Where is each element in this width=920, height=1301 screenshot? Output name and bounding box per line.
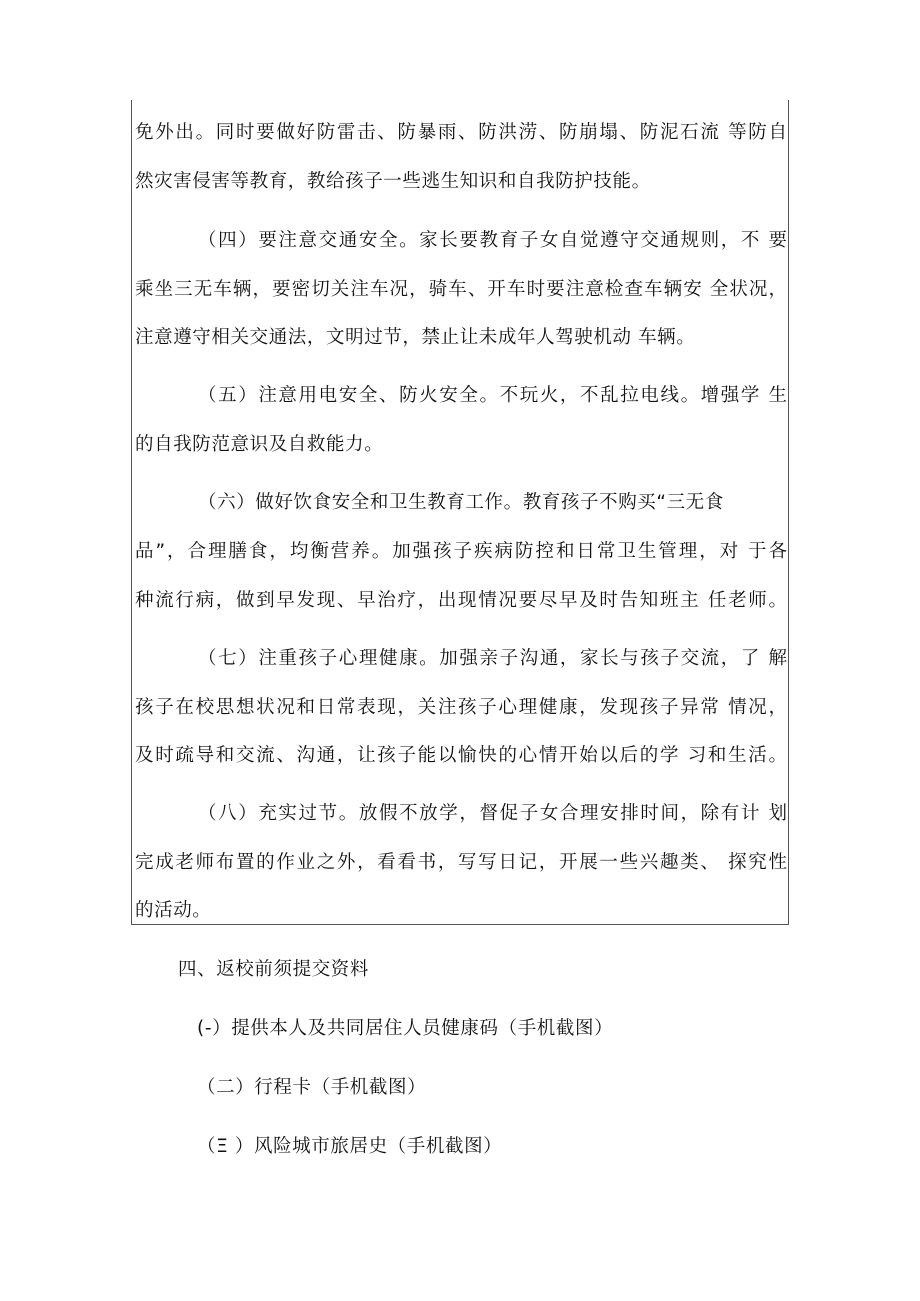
paragraph-5-line-1: （五）注意用电安全、防火安全。不玩火，不乱拉电线。增强学 生 (198, 385, 787, 406)
paragraph-6-line-1: （六）做好饮食安全和卫生教育工作。教育孩子不购买“三无食 (198, 492, 724, 513)
paragraph-4-line-1: （四）要注意交通安全。家长要教育子女自觉遵守交通规则，不 要 (198, 230, 787, 251)
body-line-1: 免外出。同时要做好防雷击、防暴雨、防洪涝、防崩塌、防泥石流 等防自 (135, 122, 787, 143)
paragraph-8-line-1: （八）充实过节。放假不放学，督促子女合理安排时间，除有计 划 (198, 803, 787, 824)
section-four-heading: 四、返校前须提交资料 (178, 959, 370, 980)
paragraph-4-line-3: 注意遵守相关交通法，文明过节，禁止让未成年人驾驶机动 车辆。 (135, 327, 696, 348)
body-line-2: 然灾害侵害等教育，教给孩子一些逃生知识和自我防护技能。 (135, 171, 651, 192)
paragraph-8-line-3: 的活动。 (135, 900, 212, 921)
section-four-item-2: （二）行程卡（手机截图） (197, 1077, 427, 1098)
paragraph-8-line-2: 完成老师布置的作业之外，看看书，写写日记，开展一些兴趣类、 探究性 (135, 852, 787, 873)
paragraph-6-line-2: 品”，合理膳食，均衡营养。加强孩子疾病防控和日常卫生管理，对 于各 (135, 541, 787, 562)
paragraph-7-line-2: 孩子在校思想状况和日常表现，关注孩子心理健康，发现孩子异常 情况， (135, 697, 787, 718)
paragraph-6-line-3: 种流行病，做到早发现、早治疗，出现情况要尽早及时告知班主 任老师。 (135, 590, 787, 611)
paragraph-5-line-2: 的自我防范意识及自救能力。 (135, 434, 384, 455)
paragraph-4-line-2: 乘坐三无车辆，要密切关注车况，骑车、开车时要注意检查车辆安 全状况， (135, 279, 787, 300)
section-four-item-1: (-）提供本人及共同居住人员健康码（手机截图） (197, 1018, 614, 1039)
paragraph-7-line-3: 及时疏导和交流、沟通，让孩子能以愉快的心情开始以后的学 习和生活。 (135, 745, 787, 766)
section-four-item-3: （Ξ ）风险城市旅居史（手机截图） (197, 1136, 503, 1157)
paragraph-7-line-1: （七）注重孩子心理健康。加强亲子沟通，家长与孩子交流，了 解 (198, 648, 787, 669)
